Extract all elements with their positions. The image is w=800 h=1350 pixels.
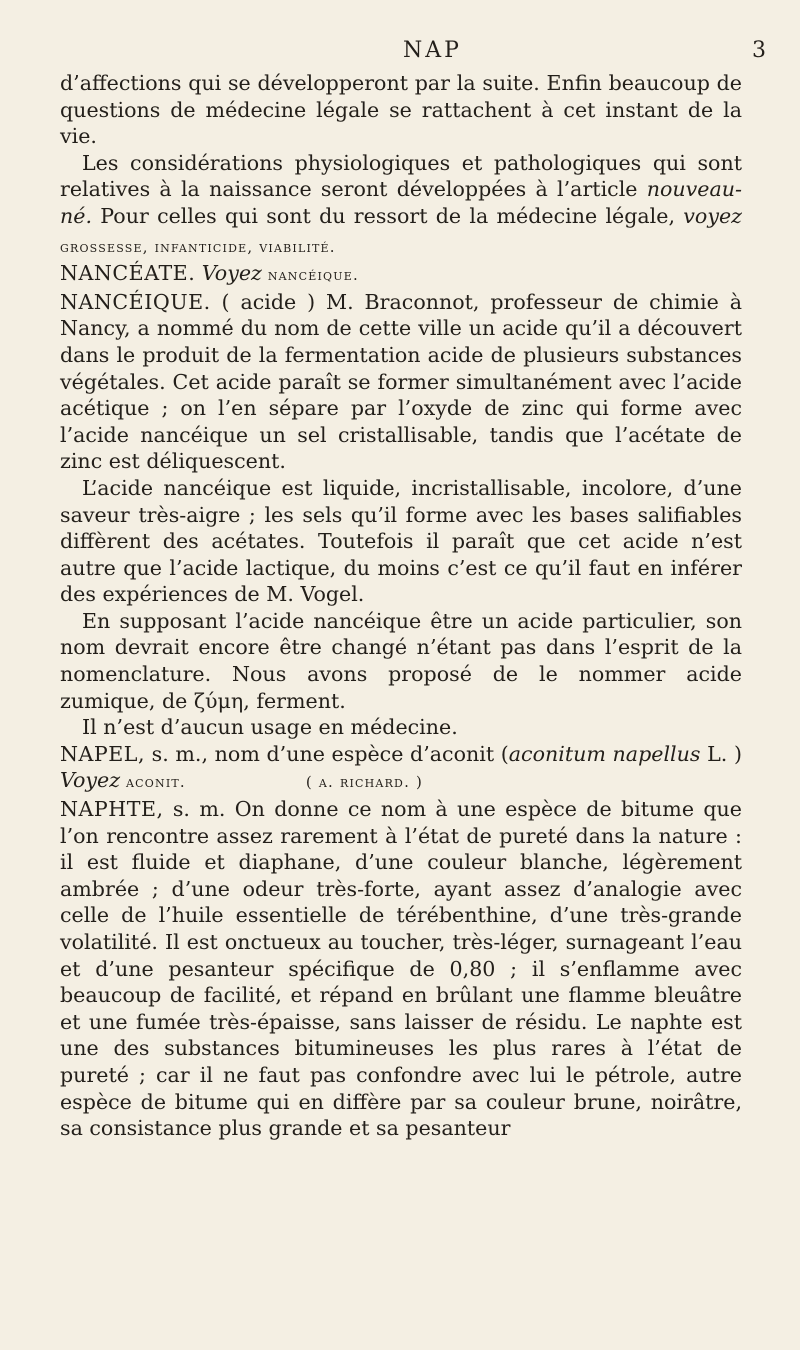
paragraph-nanceique-nomenclature: En supposant l’acide nancéique être un acide particulier, son nom devrait encore être changé n’étant pas dans l’esprit de la nomenclature. Nous avons proposé de le nommer acide zumique, de ζύμη, ferment. xyxy=(60,608,742,713)
headword-nanceique: NANCÉIQUE. xyxy=(60,289,211,314)
paragraph-nanceique-usage: Il n’est d’aucun usage en médecine. xyxy=(82,715,458,740)
entry-napel: NAPEL, s. m., nom d’une espèce d’aconit (aconitum napellus L. ) Voyez aconit. ( a. richard. ) xyxy=(60,741,742,793)
entry-nanceique: NANCÉIQUE. ( acide ) M. Braconnot, professeur de chimie à Nancy, a nommé du nom de cette ville un acide qu’il a découvert dans le produit de la fermentation acide de plusieurs substances végétales. Cet acide paraît se former simultanément avec l’acide acétique ; on l’en sépare par l’oxyde de zinc qui forme avec l’acide nancéique un sel cristallisable, tandis que l’acétate de zinc est déliquescent. xyxy=(60,289,742,474)
page-number: 3 xyxy=(752,38,769,63)
paragraph-nanceique-properties: L’acide nancéique est liquide, incristallisable, incolore, d’une saveur très-aigre ; les sels qu’il forme avec les bases salifiables diffèrent des acétates. Toutefois il paraît que cet acide n’est autre que l’acide lactique, du moins c’est ce qu’il faut en inférer des expériences de M. Vogel. xyxy=(60,475,742,607)
paragraph-continuation: d’affections qui se développeront par la suite. Enfin beaucoup de questions de médecine légale se rattachent à cet instant de la vie. xyxy=(60,71,742,149)
headword-napel: NAPEL, xyxy=(60,741,146,766)
headword-nanceate: NANCÉATE. xyxy=(60,261,196,286)
running-title: NAP xyxy=(403,38,462,63)
paragraph-naissance-considerations: Les considérations physiologiques et pathologiques qui sont relatives à la naissance seront développées à l’article nouveau-né. Pour celles qui sont du ressort de la médecine légale, voyez grossesse, infanticide, viabilité. xyxy=(60,150,742,256)
entry-naphte: NAPHTE, s. m. On donne ce nom à une espèce de bitume que l’on rencontre assez rarement à l’état de pureté dans la nature : il est fluide et diaphane, d’une couleur blanche, légèrement ambrée ; d’une odeur très-forte, ayant assez d’analogie avec celle de l’huile essentielle de térébenthine, d’une très-grande volatilité. Il est onctueux au toucher, très-léger, surnageant l’eau et d’une pesanteur spécifique de 0,80 ; il s’enflamme avec beaucoup de facilité, et répand en brûlant une flamme bleuâtre et une fumée très-épaisse, sans laisser de résidu. Le naphte est une des substances bitumineuses les plus rares à l’état de pureté ; car il ne faut pas confondre avec lui le pétrole, autre espèce de bitume qui en diffère par sa couleur brune, noirâtre, sa consistance plus grande et sa pesanteur xyxy=(60,797,742,1141)
cross-references: grossesse, infanticide, viabilité. xyxy=(60,237,336,256)
running-header xyxy=(0,38,800,68)
headword-naphte: NAPHTE, xyxy=(60,797,164,822)
page-body xyxy=(60,70,742,1142)
entry-nanceate: NANCÉATE. Voyez nancéique. xyxy=(60,261,359,286)
author-signature: ( a. richard. ) xyxy=(305,773,424,792)
